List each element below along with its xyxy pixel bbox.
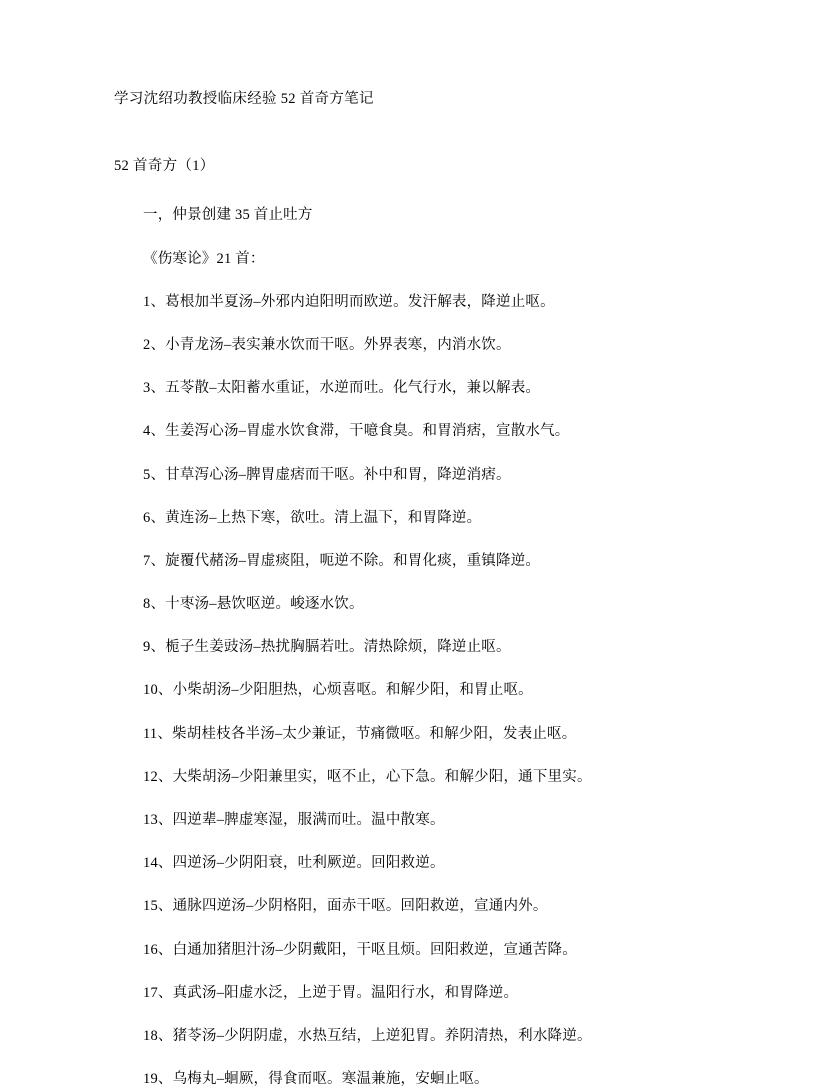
page-title: 学习沈绍功教授临床经验 52 首奇方笔记 [114, 91, 374, 107]
list-item: 1、葛根加半夏汤–外邪内迫阳明而欧逆。发汗解表，降逆止呕。 [143, 293, 555, 310]
list-item: 3、五苓散–太阳蓄水重证，水逆而吐。化气行水，兼以解表。 [143, 380, 541, 397]
list-item: 6、黄连汤–上热下寒，欲吐。清上温下，和胃降逆。 [143, 509, 482, 526]
list-item: 9、栀子生姜豉汤–热扰胸膈若吐。清热除烦，降逆止呕。 [143, 639, 511, 656]
list-item: 7、旋覆代赭汤–胃虚痰阻，呃逆不除。和胃化痰，重镇降逆。 [143, 552, 541, 569]
list-item: 18、猪苓汤–少阴阴虚，水热互结，上逆犯胃。养阴清热，利水降逆。 [143, 1027, 592, 1044]
list-item: 10、小柴胡汤–少阳胆热，心烦喜呕。和解少阳，和胃止呕。 [143, 682, 533, 699]
list-item: 15、通脉四逆汤–少阴格阳，面赤干呕。回阳救逆，宣通内外。 [143, 898, 548, 915]
list-item: 16、白通加猪胆汁汤–少阴戴阳，干呕且烦。回阳救逆，宣通苦降。 [143, 941, 577, 958]
subheading-one: 一，仲景创建 35 首止吐方 [143, 207, 313, 224]
list-item: 5、甘草泻心汤–脾胃虚痞而干呕。补中和胃，降逆消痞。 [143, 466, 511, 483]
formula-list [114, 291, 720, 1091]
list-item: 11、柴胡桂枝各半汤–太少兼证，节痛微呕。和解少阳，发表止呕。 [143, 725, 577, 742]
list-item: 4、生姜泻心汤–胃虚水饮食滞，干噫食臭。和胃消痞，宣散水气。 [143, 423, 570, 440]
list-item: 8、十枣汤–悬饮呕逆。峻逐水饮。 [143, 596, 364, 613]
list-item: 13、四逆辈–脾虚寒湿，服满而吐。温中散寒。 [143, 812, 445, 828]
section-heading: 52 首奇方（1） [114, 158, 215, 175]
list-item: 2、小青龙汤–表实兼水饮而干呕。外界表寒，内消水饮。 [143, 336, 511, 353]
list-item: 17、真武汤–阳虚水泛，上逆于胃。温阳行水，和胃降逆。 [143, 984, 519, 1001]
subheading-two: 《伤寒论》21 首： [143, 250, 265, 267]
list-item: 12、大柴胡汤–少阳兼里实，呕不止，心下急。和解少阳，通下里实。 [143, 768, 592, 785]
list-item: 19、乌梅丸–蛔厥，得食而呕。寒温兼施，安蛔止呕。 [143, 1071, 489, 1088]
list-item: 14、四逆汤–少阴阳衰，吐利厥逆。回阳救逆。 [143, 855, 445, 872]
